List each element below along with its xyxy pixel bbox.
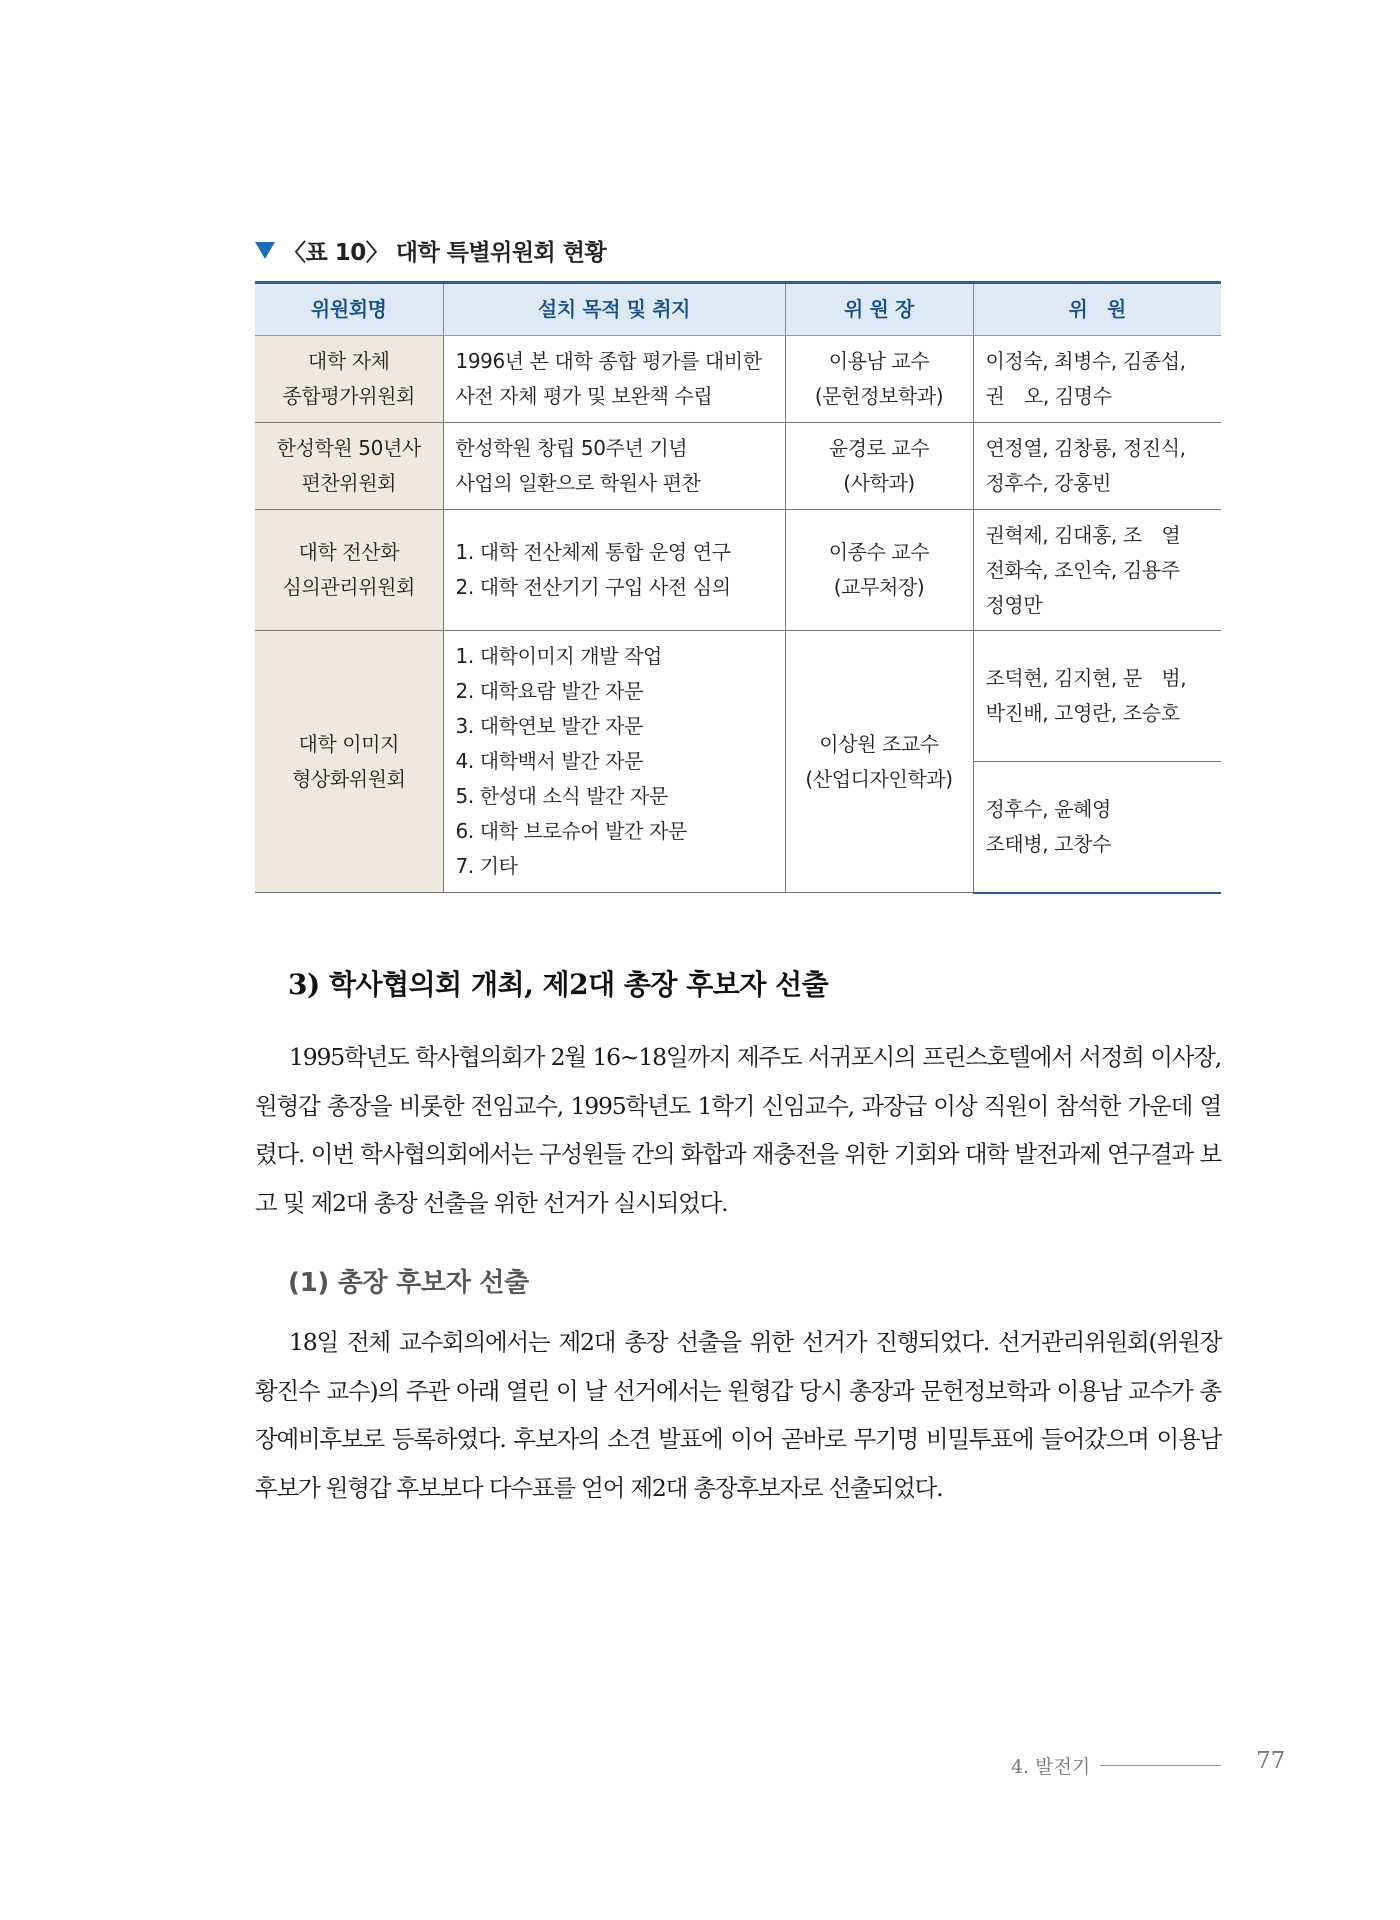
footer-rule: [1100, 1765, 1221, 1766]
footer-section-label: 4. 발전기: [1011, 1756, 1091, 1778]
section-title: 3) 학사협의회 개최, 제2대 총장 후보자 선출: [288, 968, 829, 1001]
table-row: [255, 423, 1221, 510]
table-row: [255, 631, 1221, 762]
header-members: 위 원: [973, 283, 1221, 336]
triangle-marker-icon: [255, 242, 275, 259]
subsection-title: (1) 총장 후보자 선출: [288, 1268, 529, 1298]
table-header-row: [255, 283, 1221, 336]
purpose-cell: 1. 대학 전산체제 통합 운영 연구 2. 대학 전산기기 구입 사전 심의: [443, 510, 785, 631]
committee-name-cell: 한성학원 50년사 편찬위원회: [255, 423, 443, 510]
body-paragraph-1: 1995학년도 학사협의회가 2월 16~18일까지 제주도 서귀포시의 프린스호텔에서 서정희 이사장, 원형갑 총장을 비롯한 전임교수, 1995학년도 1학기 신임교수, 과장급 이상 직원이 참석한 가운데 열렸다. 이번 학사협의회에서는 구성원들 간의 화합과 재충전을 위한 기회와 대학 발전과제 연구결과 보고 및 제2대 총장 선출을 위한 선거가 실시되었다.: [255, 1043, 1221, 1217]
chair-cell: 이상원 조교수 (산업디자인학과): [785, 631, 973, 893]
table-caption-text: 〈표 10〉 대학 특별위원회 현황: [283, 240, 607, 266]
header-chair: 위 원 장: [785, 283, 973, 336]
committee-name-cell: 대학 이미지 형상화위원회: [255, 631, 443, 893]
table-row: [255, 336, 1221, 423]
table-row: [255, 510, 1221, 631]
chair-cell: 이종수 교수 (교무처장): [785, 510, 973, 631]
committee-name-cell: 대학 전산화 심의관리위원회: [255, 510, 443, 631]
members-cell: 이정숙, 최병수, 김종섭, 권 오, 김명수: [973, 336, 1221, 423]
members-cell: 연정열, 김창룡, 정진식, 정후수, 강홍빈: [973, 423, 1221, 510]
table-caption: [255, 234, 606, 267]
committee-table: [255, 281, 1221, 894]
page-number: 77: [1256, 1748, 1286, 1774]
header-purpose: 설치 목적 및 취지: [443, 283, 785, 336]
purpose-cell: 한성학원 창립 50주년 기념 사업의 일환으로 학원사 편찬: [443, 423, 785, 510]
members-cell: 권혁제, 김대홍, 조 열 전화숙, 조인숙, 김용주 정영만: [973, 510, 1221, 631]
chair-cell: 윤경로 교수 (사학과): [785, 423, 973, 510]
members-cell: 조덕현, 김지현, 문 범, 박진배, 고영란, 조승호: [973, 631, 1221, 762]
header-committee-name: 위원회명: [255, 283, 443, 336]
purpose-cell: 1. 대학이미지 개발 작업 2. 대학요람 발간 자문 3. 대학연보 발간 자문 4. 대학백서 발간 자문 5. 한성대 소식 발간 자문 6. 대학 브로슈어 발간 자문 7. 기타: [443, 631, 785, 893]
members-cell: 정후수, 윤혜영 조태병, 고창수: [973, 762, 1221, 893]
purpose-cell: 1996년 본 대학 종합 평가를 대비한 사전 자체 평가 및 보완책 수립: [443, 336, 785, 423]
body-paragraph-2: 18일 전체 교수회의에서는 제2대 총장 선출을 위한 선거가 진행되었다. 선거관리위원회(위원장 황진수 교수)의 주관 아래 열린 이 날 선거에서는 원형갑 당시 총장과 문헌정보학과 이용남 교수가 총장예비후보로 등록하였다. 후보자의 소견 발표에 이어 곧바로 무기명 비밀투표에 들어갔으며 이용남 후보가 원형갑 후보보다 다수표를 얻어 제2대 총장후보자로 선출되었다.: [255, 1328, 1221, 1502]
chair-cell: 이용남 교수 (문헌정보학과): [785, 336, 973, 423]
committee-name-cell: 대학 자체 종합평가위원회: [255, 336, 443, 423]
